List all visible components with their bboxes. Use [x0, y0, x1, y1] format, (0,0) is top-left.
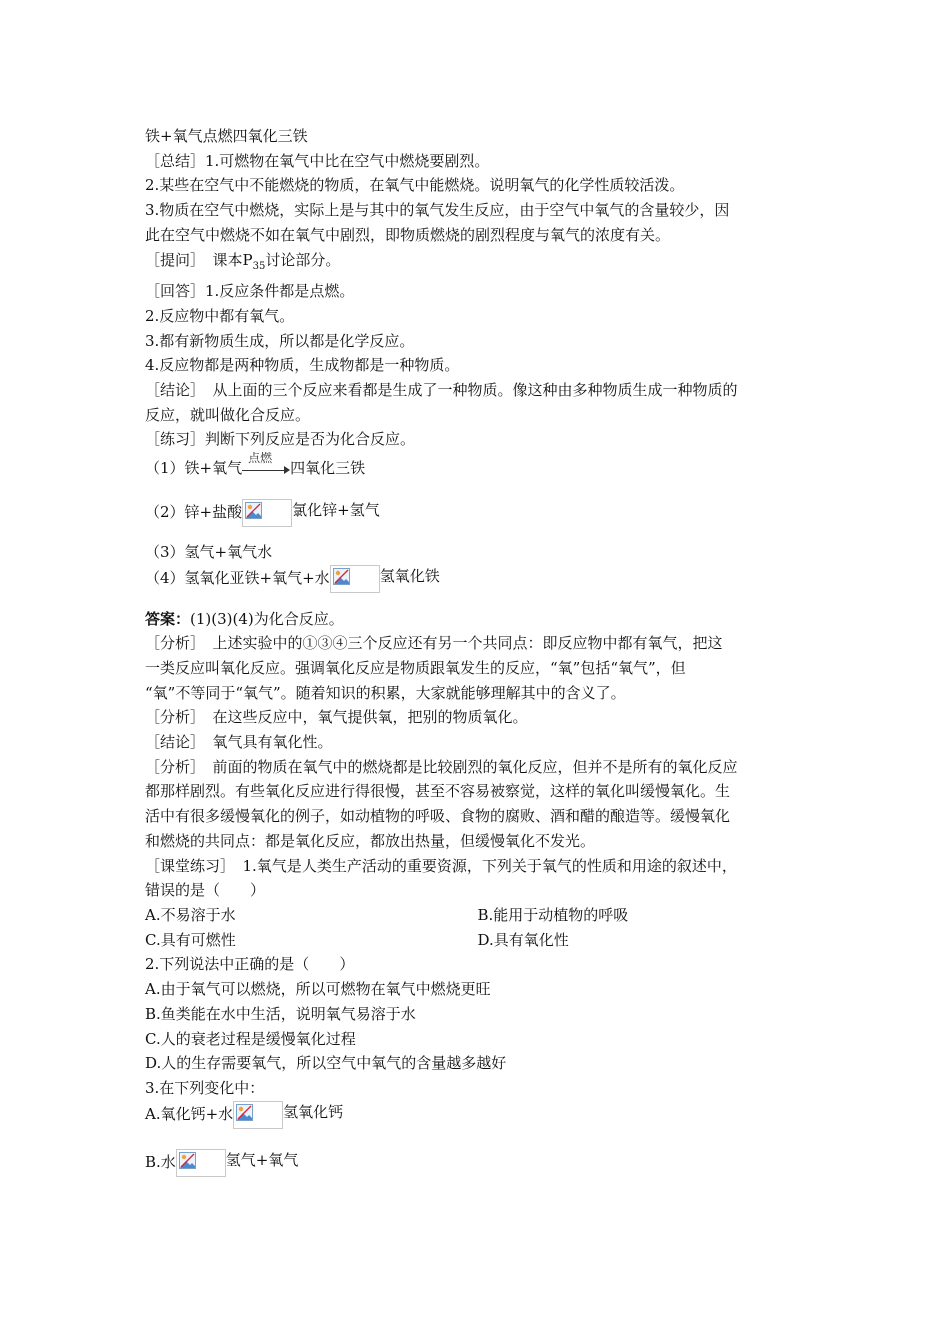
text-line: 活中有很多缓慢氧化的例子，如动植物的呼吸、食物的腐败、酒和醋的酿造等。缓慢氧化	[145, 807, 731, 826]
answer-label: 答案：	[145, 609, 191, 628]
text-line: 一类反应叫氧化反应。强调氧化反应是物质跟氧发生的反应，“氧”包括“氧气”，但	[145, 658, 686, 677]
text-line: 4.反应物都是两种物质，生成物都是一种物质。	[145, 356, 460, 375]
option-a: A.氧化钙+水 氢氧化钙	[145, 1101, 810, 1129]
text-line: 2.某些在空气中不能燃烧的物质，在氧气中能燃烧。说明氧气的化学性质较活泼。	[145, 176, 685, 195]
exercise-item-1: （1）铁+氧气 点燃 四氧化三铁	[145, 456, 810, 481]
broken-image-icon	[330, 565, 380, 593]
text-line: “氧”不等同于“氧气”。随着知识的积累，大家就能够理解其中的含义了。	[145, 683, 626, 702]
options-row	[145, 928, 810, 953]
option-c: C.人的衰老过程是缓慢氧化过程	[145, 1029, 356, 1048]
practice-question-3: 3.在下列变化中：	[145, 1078, 265, 1097]
text-line: 都那样剧烈。有些氧化反应进行得很慢，甚至不容易被察觉，这样的氧化叫缓慢氧化。生	[145, 782, 731, 801]
conclusion-line: ［结论］ 从上面的三个反应来看都是生成了一种物质。像这种由多种物质生成一种物质的	[145, 381, 738, 400]
exercise-item-4: （4）氢氧化亚铁+氧气+水 氢氧化铁	[145, 565, 810, 593]
option-d: D.具有氧化性	[477, 930, 569, 949]
condition-label: 点燃	[248, 451, 273, 466]
answer-line: ［回答］1.反应条件都是点燃。	[145, 282, 355, 301]
broken-image-icon	[242, 499, 292, 527]
text-line: 此在空气中燃烧不如在氧气中剧烈，即物质燃烧的剧烈程度与氧气的浓度有关。	[145, 225, 671, 244]
text-line: 3.物质在空气中燃烧，实际上是与其中的氧气发生反应，由于空气中氧气的含量较少，因	[145, 201, 730, 220]
analysis-line: ［分析］ 上述实验中的①③④三个反应还有另一个共同点：即反应物中都有氧气，把这	[145, 634, 723, 653]
page-subscript: 35	[252, 260, 266, 272]
analysis-line: ［分析］ 前面的物质在氧气中的燃烧都是比较剧烈的氧化反应，但并不是所有的氧化反应	[145, 757, 738, 776]
practice-question-2: 2.下列说法中正确的是（ ）	[145, 955, 355, 974]
text-line: 和燃烧的共同点：都是氧化反应，都放出热量，但缓慢氧化不发光。	[145, 831, 596, 850]
text-line: 3.都有新物质生成，所以都是化学反应。	[145, 331, 415, 350]
option-b: B.水 氢气+氧气	[145, 1149, 810, 1177]
broken-image-icon	[233, 1101, 283, 1129]
broken-image-icon	[176, 1149, 226, 1177]
reaction-arrow	[242, 451, 290, 480]
option-c: C.具有可燃性	[145, 930, 236, 949]
option-a: A.不易溶于水	[145, 905, 236, 924]
text-line: 错误的是（ ）	[145, 881, 266, 900]
option-b: B.鱼类能在水中生活，说明氧气易溶于水	[145, 1004, 416, 1023]
option-b: B.能用于动植物的呼吸	[477, 905, 629, 924]
practice-question-1: ［课堂练习］ 1.氧气是人类生产活动的重要资源，下列关于氧气的性质和用途的叙述中，	[145, 856, 737, 875]
text-line: 反应，就叫做化合反应。	[145, 405, 311, 424]
question-line: ［提问］ 课本$P_{35}$讨论部分。	[145, 250, 341, 272]
options-row	[145, 903, 810, 928]
conclusion-line: ［结论］ 氧气具有氧化性。	[145, 733, 333, 752]
exercise-item-2: （2）锌+盐酸 氯化锌+氢气	[145, 499, 810, 527]
summary-line: ［总结］1.可燃物在氧气中比在空气中燃烧要剧烈。	[145, 151, 490, 170]
exercise-heading: ［练习］判断下列反应是否为化合反应。	[145, 430, 416, 449]
option-d: D.人的生存需要氧气，所以空气中氧气的含量越多越好	[145, 1054, 507, 1073]
answer-line: 答案：(1)(3)(4)为化合反应。	[145, 609, 344, 628]
document-page	[145, 124, 810, 1177]
text-line: 2.反应物中都有氧气。	[145, 306, 295, 325]
exercise-item-3: （3）氢气+氧气水	[145, 542, 273, 561]
analysis-line: ［分析］ 在这些反应中，氧气提供氧，把别的物质氧化。	[145, 708, 528, 727]
text-line: 铁+氧气点燃四氧化三铁	[145, 127, 308, 145]
option-a: A.由于氧气可以燃烧，所以可燃物在氧气中燃烧更旺	[145, 980, 491, 999]
